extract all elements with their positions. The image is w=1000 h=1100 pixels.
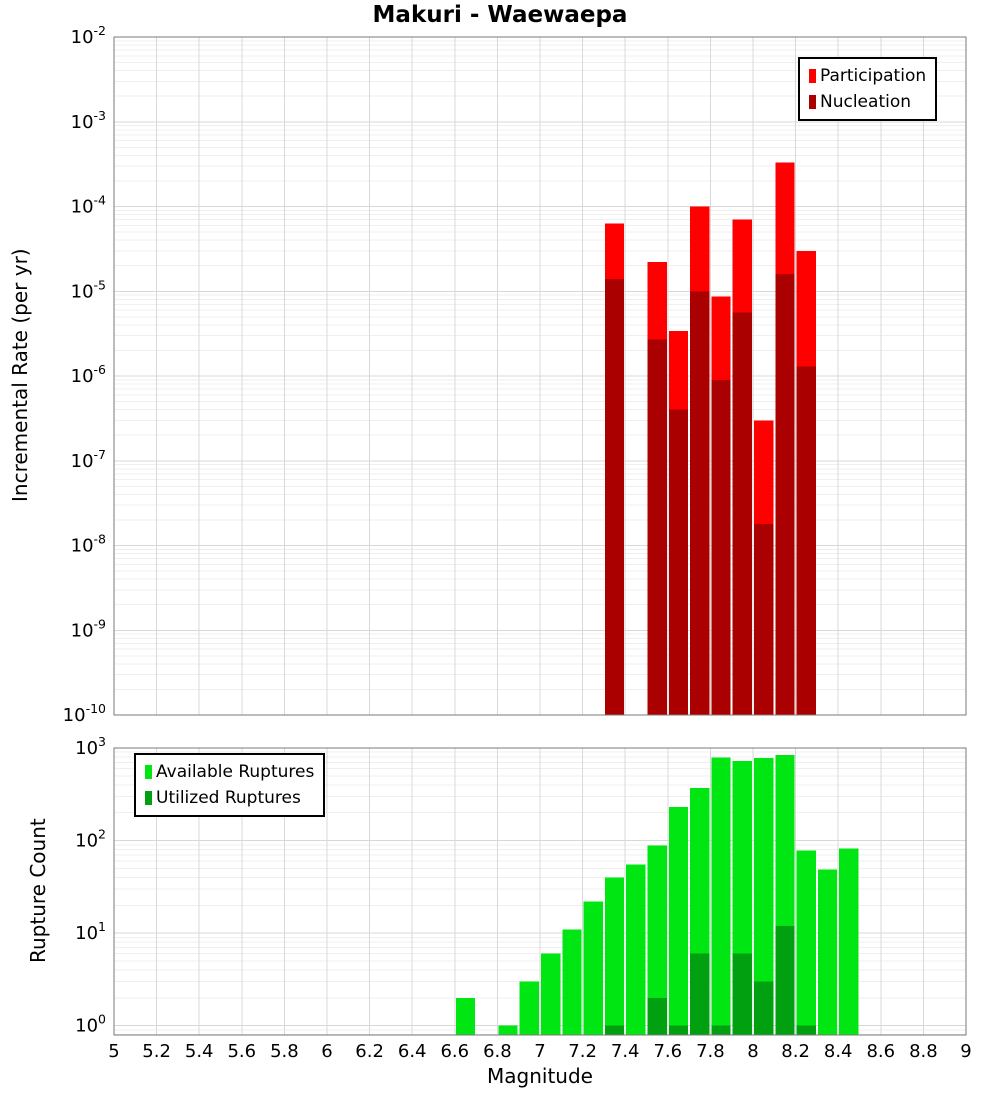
bar-nucleation-m7.65 (669, 410, 688, 715)
x-tick-label: 6.4 (397, 1041, 427, 1062)
x-tick-label: 5 (108, 1041, 120, 1062)
bar-available-ruptures-m7.35 (605, 877, 624, 1035)
figure-title: Makuri - Waewaepa (372, 2, 628, 28)
nucleation-swatch-icon (809, 95, 816, 109)
y-tick-label: $10^{-4}$ (70, 192, 106, 218)
legend-rates (798, 57, 937, 121)
bar-available-ruptures-m7.15 (562, 929, 581, 1035)
x-tick-label: 5.4 (184, 1041, 214, 1062)
participation-swatch-icon (809, 69, 816, 83)
bar-nucleation-m7.85 (711, 380, 730, 715)
bar-utilized-ruptures-m7.95 (733, 954, 752, 1035)
bar-utilized-ruptures-m8.25 (797, 1026, 816, 1035)
y-tick-label: $10^{-5}$ (70, 277, 106, 303)
x-tick-label: 5.6 (227, 1041, 257, 1062)
x-tick-label: 9 (960, 1041, 972, 1062)
y-tick-label: $10^{-7}$ (70, 446, 106, 472)
bar-available-ruptures-m6.95 (520, 982, 539, 1035)
y-tick-label: $10^{-2}$ (70, 23, 106, 48)
x-tick-label: 7.4 (610, 1041, 640, 1062)
legend-item-available (145, 759, 314, 785)
legend-item-utilized (145, 785, 314, 811)
legend-label-nucleation: Nucleation (820, 92, 912, 112)
x-tick-label: 7.8 (696, 1041, 725, 1062)
bar-available-ruptures-m8.35 (818, 869, 837, 1035)
legend-label-available: Available Ruptures (156, 762, 315, 782)
bar-utilized-ruptures-m7.35 (605, 1026, 624, 1035)
available-ruptures-swatch-icon (145, 765, 152, 779)
y-tick-label: $10^0$ (75, 1011, 106, 1037)
bar-utilized-ruptures-m7.85 (711, 1026, 730, 1035)
legend-item-participation (809, 63, 926, 89)
x-tick-label: 6.8 (483, 1041, 512, 1062)
bar-available-ruptures-m7.25 (584, 902, 603, 1036)
x-tick-label: 6.6 (440, 1041, 470, 1062)
x-tick-label: 5.8 (270, 1041, 299, 1062)
x-tick-label: 7.6 (653, 1041, 683, 1062)
bar-available-ruptures-m7.85 (711, 758, 730, 1036)
y-axis-label-rate: Incremental Rate (per yr) (8, 248, 32, 502)
legend-counts (134, 753, 325, 817)
bar-utilized-ruptures-m8.05 (754, 982, 773, 1035)
bar-available-ruptures-m7.45 (626, 865, 645, 1035)
bar-utilized-ruptures-m7.75 (690, 954, 709, 1035)
x-tick-label: 6 (321, 1041, 333, 1062)
x-tick-label: 8.8 (909, 1041, 938, 1062)
bar-nucleation-m7.95 (733, 313, 752, 715)
bar-nucleation-m8.05 (754, 524, 773, 715)
bar-nucleation-m7.55 (648, 339, 667, 715)
legend-item-nucleation (809, 89, 926, 115)
chart-panel-0 (63, 23, 966, 726)
bar-nucleation-m7.75 (690, 291, 709, 715)
y-tick-label: $10^{-8}$ (70, 531, 106, 557)
x-tick-label: 8.2 (781, 1041, 810, 1062)
bar-available-ruptures-m7.65 (669, 807, 688, 1035)
bar-available-ruptures-m8.45 (839, 849, 858, 1035)
bar-available-ruptures-m7.05 (541, 954, 560, 1035)
x-tick-label: 7 (534, 1041, 546, 1062)
bar-nucleation-m7.35 (605, 279, 624, 715)
legend-label-utilized: Utilized Ruptures (156, 788, 301, 808)
y-tick-label: $10^1$ (75, 919, 106, 945)
x-tick-label: 7.2 (568, 1041, 597, 1062)
y-tick-label: $10^{-3}$ (70, 107, 106, 133)
x-tick-label: 5.2 (142, 1041, 171, 1062)
bar-utilized-ruptures-m7.55 (648, 998, 667, 1035)
y-tick-label: $10^2$ (75, 826, 106, 852)
x-tick-label: 8.6 (866, 1041, 896, 1062)
x-axis-label: Magnitude (487, 1064, 593, 1088)
y-tick-label: $10^{-9}$ (70, 616, 106, 642)
bar-utilized-ruptures-m7.65 (669, 1026, 688, 1035)
bar-available-ruptures-m8.25 (797, 851, 816, 1035)
bar-nucleation-m8.15 (775, 274, 794, 715)
x-tick-label: 8.4 (823, 1041, 853, 1062)
bar-utilized-ruptures-m8.15 (775, 926, 794, 1035)
bar-nucleation-m8.25 (797, 366, 816, 715)
bar-available-ruptures-m6.65 (456, 998, 475, 1035)
bar-available-ruptures-m6.85 (498, 1026, 517, 1035)
y-tick-label: $10^{-10}$ (62, 701, 106, 726)
utilized-ruptures-swatch-icon (145, 791, 152, 805)
y-axis-label-count: Rupture Count (26, 818, 50, 964)
legend-label-participation: Participation (820, 66, 927, 86)
x-tick-label: 8 (747, 1041, 759, 1062)
y-tick-label: $10^{-6}$ (70, 362, 106, 387)
x-tick-label: 6.2 (355, 1041, 384, 1062)
y-tick-label: $10^3$ (75, 734, 106, 759)
